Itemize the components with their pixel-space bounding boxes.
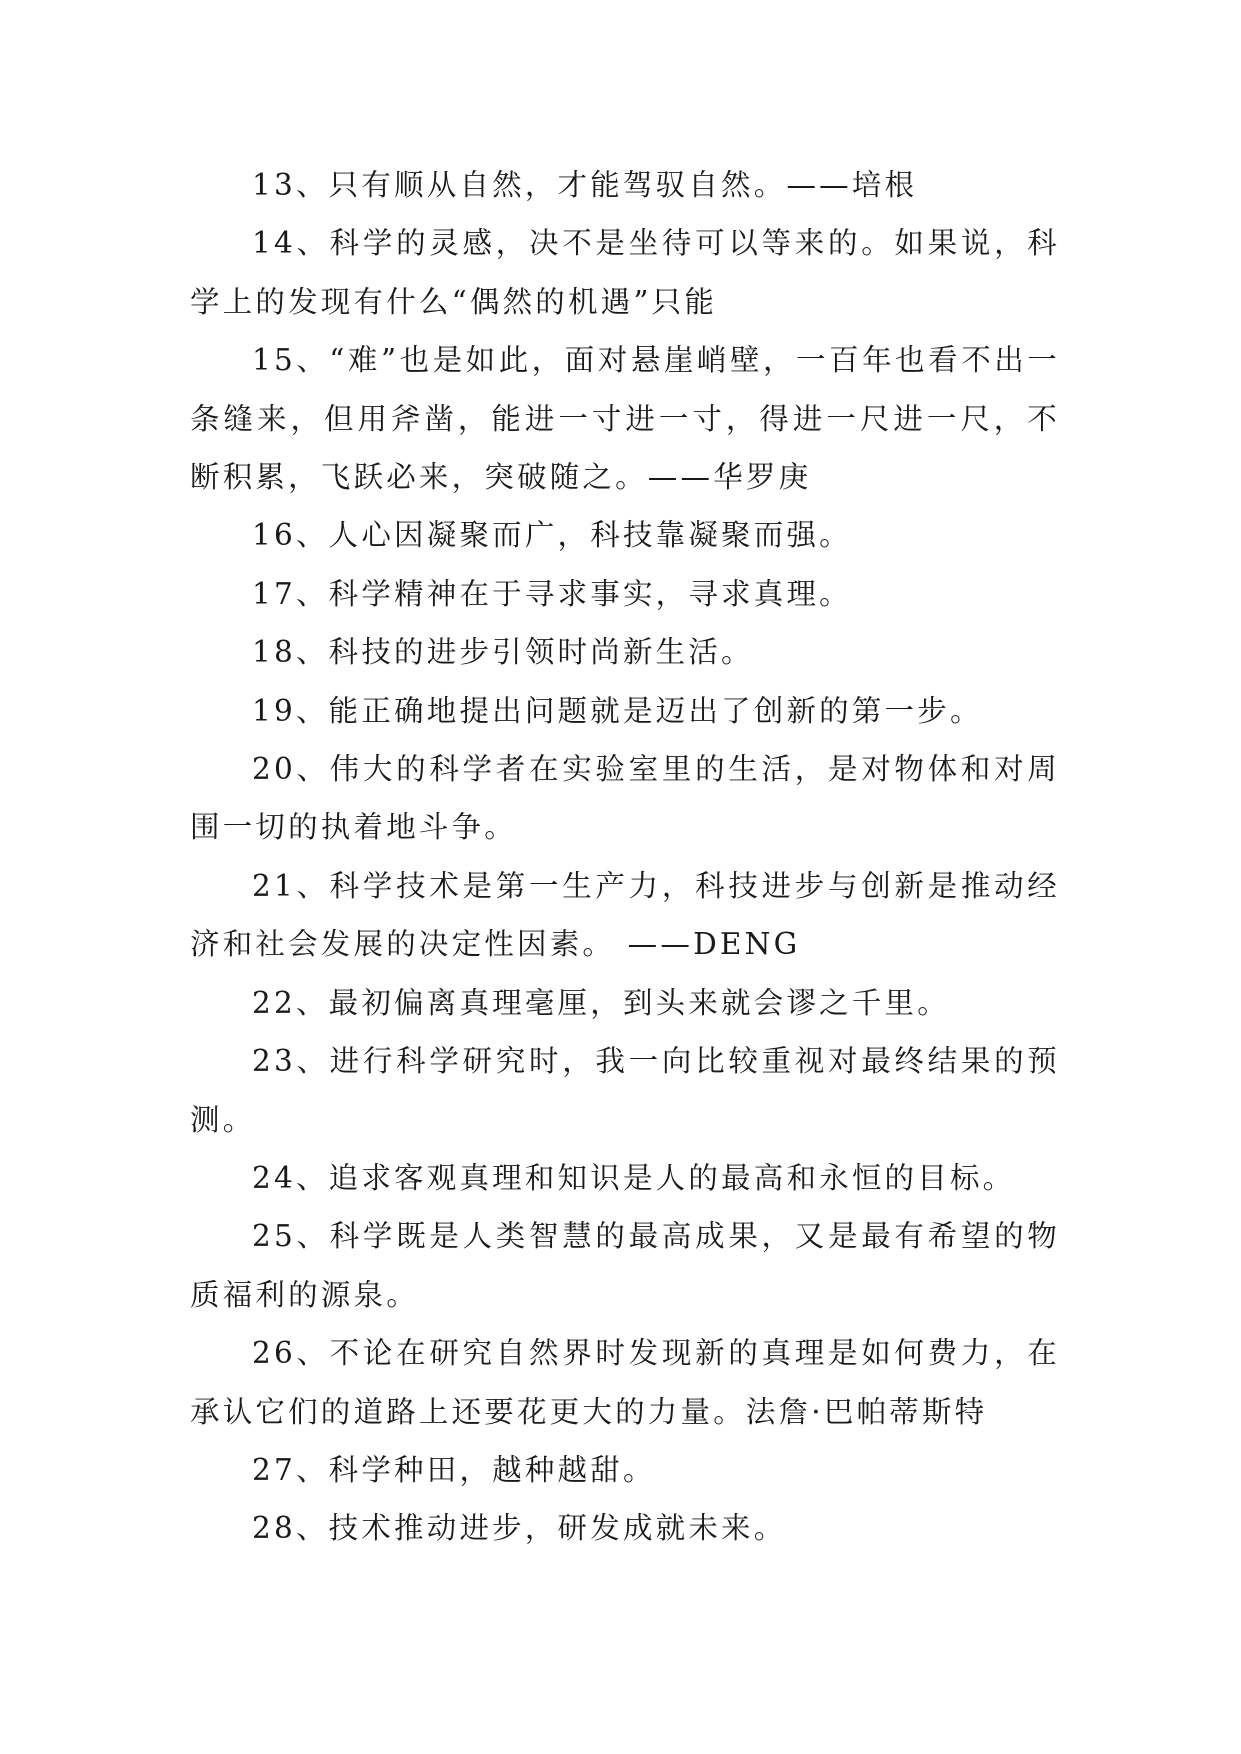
- paragraph-13: 13、只有顺从自然，才能驾驭自然。——培根: [252, 168, 918, 202]
- paragraph-16: 16、人心因凝聚而广，科技靠凝聚而强。: [252, 518, 852, 553]
- paragraph-20: 20、伟大的科学者在实验室里的生活，是对物体和对周围一切的执着地斗争。: [190, 752, 1060, 845]
- paragraph-27: 27、科学种田，越种越甜。: [252, 1452, 656, 1487]
- paragraph-17: 17、科学精神在于寻求事实，寻求真理。: [252, 576, 852, 611]
- paragraph-26: 26、不论在研究自然界时发现新的真理是如何费力，在承认它们的道路上还要花更大的力量。法詹·巴帕蒂斯特: [190, 1336, 1060, 1429]
- paragraph-28: 28、技术推动进步，研发成就未来。: [252, 1511, 787, 1546]
- paragraph-23: 23、进行科学研究时，我一向比较重视对最终结果的预测。: [190, 1044, 1060, 1137]
- paragraph-14: 14、科学的灵感，决不是坐待可以等来的。如果说，科学上的发现有什么“偶然的机遇”只能: [190, 226, 1060, 319]
- paragraph-24: 24、追求客观真理和知识是人的最高和永恒的目标。: [252, 1160, 1016, 1195]
- paragraph-25: 25、科学既是人类智慧的最高成果，又是最有希望的物质福利的源泉。: [190, 1219, 1060, 1312]
- paragraph-21: 21、科学技术是第一生产力，科技进步与创新是推动经济和社会发展的决定性因素。 ——DENG: [190, 868, 1060, 962]
- document-body: [190, 156, 1060, 1558]
- paragraph-22: 22、最初偏离真理毫厘，到头来就会谬之千里。: [252, 985, 950, 1020]
- paragraph-15: 15、“难”也是如此，面对悬崖峭壁，一百年也看不出一条缝来，但用斧凿，能进一寸进一寸，得进一尺进一尺，不断积累，飞跃必来，突破随之。——华罗庚: [190, 343, 1060, 495]
- paragraph-18: 18、科技的进步引领时尚新生活。: [252, 635, 754, 670]
- paragraph-19: 19、能正确地提出问题就是迈出了创新的第一步。: [252, 693, 983, 728]
